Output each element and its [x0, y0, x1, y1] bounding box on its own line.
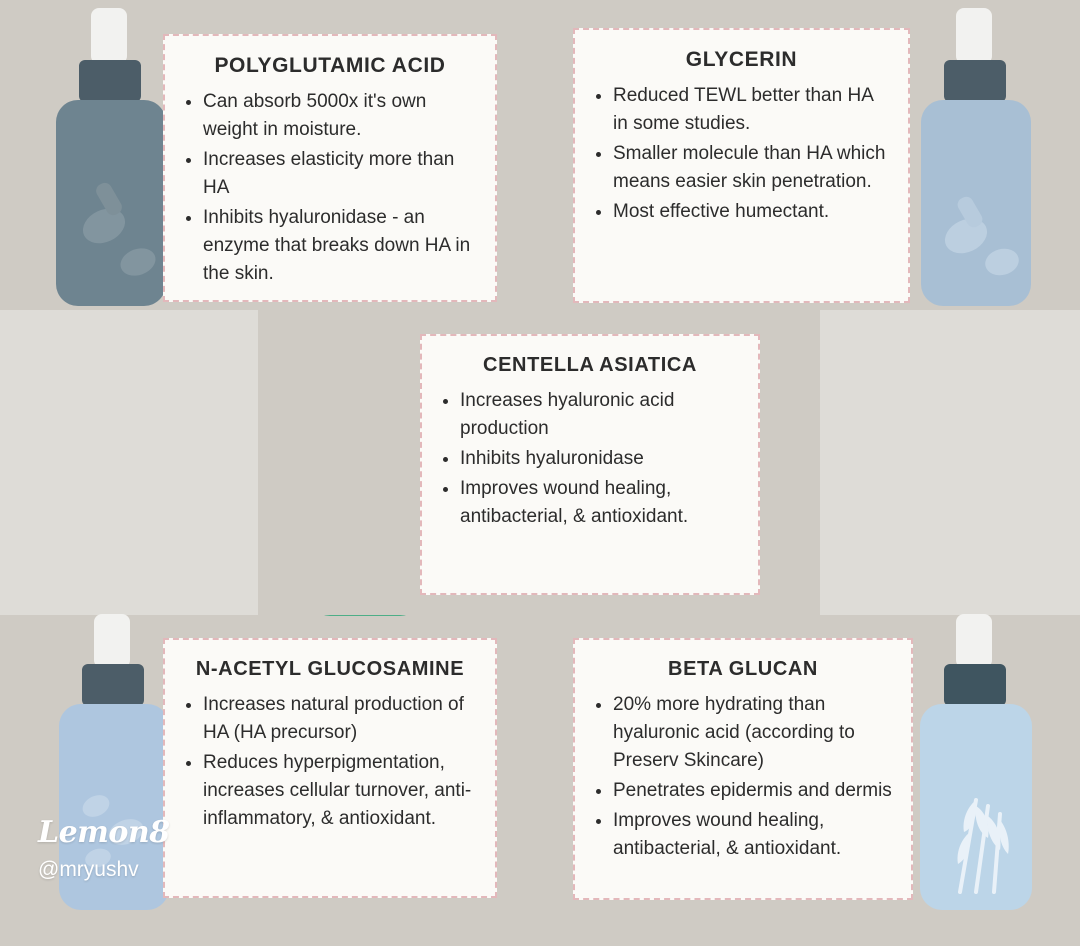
list-item: • Most effective humectant.	[613, 198, 890, 226]
list-item: • Inhibits hyaluronidase - an enzyme that breaks down HA in the skin.	[203, 204, 477, 288]
list-item: • Increases hyaluronic acid production	[460, 387, 740, 443]
background-band-right	[820, 310, 1080, 615]
watermark	[38, 815, 170, 882]
author-handle: @mryushv	[38, 858, 139, 881]
card-bullet-list	[593, 691, 893, 863]
list-item: • Improves wound healing, antibacterial, & antioxidant.	[613, 807, 893, 863]
list-item: • Penetrates epidermis and dermis	[613, 777, 893, 805]
card-bullet-list	[440, 387, 740, 531]
card-bullet-list	[183, 691, 477, 833]
bottle-glycerin-icon	[910, 4, 1040, 310]
lemon8-logo: Lemon8	[38, 815, 170, 850]
card-bullet-list	[593, 82, 890, 226]
list-item: • Improves wound healing, antibacterial, & antioxidant.	[460, 475, 740, 531]
list-item: • Reduces hyperpigmentation, increases cellular turnover, anti-inflammatory, & antioxidant.	[203, 749, 477, 833]
list-item: • Inhibits hyaluronidase	[460, 445, 740, 473]
list-item: • Increases elasticity more than HA	[203, 146, 477, 202]
card-beta-glucan	[573, 638, 913, 900]
card-title: GLYCERIN	[685, 48, 798, 71]
list-item: • Reduced TEWL better than HA in some studies.	[613, 82, 890, 138]
card-title: BETA GLUCAN	[668, 658, 818, 680]
list-item: • Can absorb 5000x it's own weight in moisture.	[203, 88, 477, 144]
card-centella-asiatica	[420, 334, 760, 595]
card-title: CENTELLA ASIATICA	[483, 354, 697, 376]
list-item: • 20% more hydrating than hyaluronic acid (according to Preserv Skincare)	[613, 691, 893, 775]
card-polyglutamic-acid	[163, 34, 497, 302]
card-glycerin	[573, 28, 910, 303]
card-title: N-ACETYL GLUCOSAMINE	[195, 658, 465, 680]
card-title: POLYGLUTAMIC ACID	[214, 54, 446, 77]
background-band-left	[0, 310, 258, 615]
bottle-beta-glucan-icon	[908, 610, 1040, 910]
list-item: • Increases natural production of HA (HA precursor)	[203, 691, 477, 747]
bottle-polyglutamic-icon	[46, 4, 176, 310]
card-bullet-list	[183, 88, 477, 287]
card-n-acetyl-glucosamine	[163, 638, 497, 898]
list-item: • Smaller molecule than HA which means easier skin penetration.	[613, 140, 890, 196]
